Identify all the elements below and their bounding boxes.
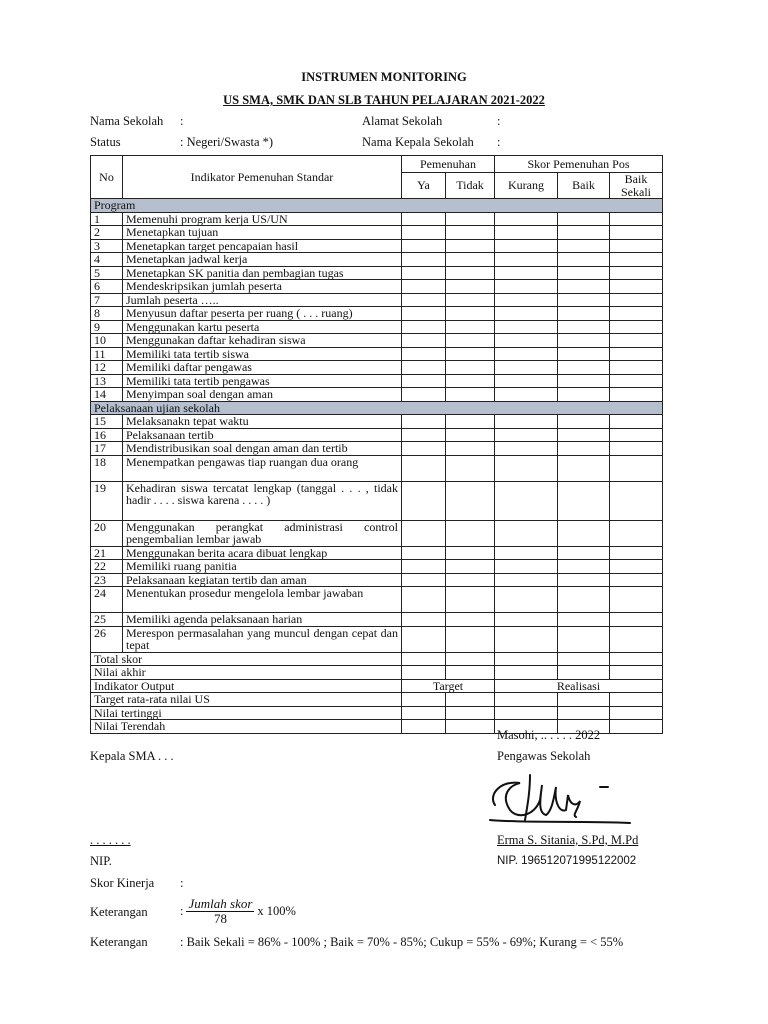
- score-cell: [446, 374, 495, 388]
- score-cell: [610, 455, 663, 481]
- header-no: No: [91, 156, 123, 199]
- target-label: Target: [402, 679, 495, 693]
- score-cell: [610, 613, 663, 627]
- score-cell: [610, 560, 663, 574]
- nama-sekolah-label: Nama Sekolah: [90, 114, 164, 128]
- skor-kinerja-colon: :: [180, 876, 184, 890]
- score-cell: [495, 481, 558, 520]
- score-cell: [558, 573, 610, 587]
- row-indicator: Menentukan prosedur mengelola lembar jawaban: [123, 587, 402, 613]
- score-cell: [402, 455, 446, 481]
- monitoring-table: [90, 155, 663, 734]
- score-cell: [402, 693, 446, 707]
- score-cell: [495, 666, 558, 680]
- kepala-name: . . . . . . .: [90, 833, 131, 847]
- score-cell: [558, 560, 610, 574]
- nip-kepala: NIP.: [90, 854, 112, 868]
- score-cell: [610, 666, 663, 680]
- status-value: : Negeri/Swasta *): [180, 135, 274, 149]
- score-cell: [446, 266, 495, 280]
- table-row: [91, 560, 663, 574]
- row-number: 20: [91, 520, 123, 546]
- table-row: [91, 481, 663, 520]
- table-row: [91, 280, 663, 294]
- row-number: 8: [91, 307, 123, 321]
- score-cell: [402, 666, 446, 680]
- score-cell: [402, 706, 446, 720]
- score-cell: [402, 361, 446, 375]
- alamat-sekolah-colon: :: [497, 114, 501, 128]
- row-indicator: Menggunakan perangkat administrasi control pengembalian lembar jawab: [123, 520, 402, 546]
- score-cell: [610, 442, 663, 456]
- row-indicator: Menetapkan tujuan: [123, 226, 402, 240]
- formula-numerator: Jumlah skor: [188, 896, 253, 911]
- score-cell: [402, 334, 446, 348]
- score-cell: [558, 307, 610, 321]
- row-indicator: Pelaksanaan tertib: [123, 428, 402, 442]
- table-row: [91, 239, 663, 253]
- score-cell: [495, 613, 558, 627]
- score-cell: [446, 320, 495, 334]
- row-number: 5: [91, 266, 123, 280]
- table-row: [91, 293, 663, 307]
- handwritten-signature: [480, 765, 640, 830]
- score-cell: [610, 347, 663, 361]
- output-row-label: Nilai Terendah: [91, 720, 402, 734]
- score-cell: [558, 280, 610, 294]
- header-baik: Baik: [558, 173, 610, 199]
- row-indicator: Jumlah peserta …..: [123, 293, 402, 307]
- row-number: 17: [91, 442, 123, 456]
- table-row: [91, 212, 663, 226]
- skor-kinerja-label: Skor Kinerja: [90, 876, 155, 890]
- status-label: Status: [90, 135, 121, 149]
- row-number: 1: [91, 212, 123, 226]
- score-cell: [495, 388, 558, 402]
- row-indicator: Menggunakan berita acara dibuat lengkap: [123, 546, 402, 560]
- table-row: [91, 307, 663, 321]
- row-indicator: Menggunakan kartu peserta: [123, 320, 402, 334]
- indikator-output-label: Indikator Output: [91, 679, 402, 693]
- row-number: 6: [91, 280, 123, 294]
- score-cell: [446, 573, 495, 587]
- row-number: 23: [91, 573, 123, 587]
- keterangan2-label: Keterangan: [90, 935, 148, 949]
- score-cell: [495, 347, 558, 361]
- score-cell: [610, 546, 663, 560]
- score-cell: [610, 226, 663, 240]
- score-cell: [402, 520, 446, 546]
- table-row: [91, 347, 663, 361]
- score-cell: [558, 666, 610, 680]
- score-cell: [610, 520, 663, 546]
- table-row: [91, 320, 663, 334]
- score-cell: [558, 374, 610, 388]
- score-cell: [402, 720, 446, 734]
- keterangan2-value: : Baik Sekali = 86% - 100% ; Baik = 70% - 85%; Cukup = 55% - 69%; Kurang = < 55%: [180, 935, 624, 949]
- row-number: 2: [91, 226, 123, 240]
- row-number: 9: [91, 320, 123, 334]
- table-row: [91, 428, 663, 442]
- score-cell: [446, 693, 495, 707]
- score-cell: [446, 546, 495, 560]
- score-cell: [446, 455, 495, 481]
- score-cell: [558, 226, 610, 240]
- table-row: [91, 442, 663, 456]
- score-cell: [402, 626, 446, 652]
- score-cell: [610, 253, 663, 267]
- score-cell: [446, 280, 495, 294]
- pengawas-label: Pengawas Sekolah: [497, 749, 591, 763]
- table-row: [91, 520, 663, 546]
- score-cell: [446, 347, 495, 361]
- score-cell: [402, 212, 446, 226]
- score-cell: [558, 587, 610, 613]
- row-number: 10: [91, 334, 123, 348]
- row-number: 13: [91, 374, 123, 388]
- score-cell: [446, 706, 495, 720]
- score-cell: [558, 253, 610, 267]
- score-cell: [610, 334, 663, 348]
- row-number: 3: [91, 239, 123, 253]
- score-cell: [402, 239, 446, 253]
- score-cell: [558, 546, 610, 560]
- row-indicator: Memenuhi program kerja US/UN: [123, 212, 402, 226]
- score-cell: [402, 388, 446, 402]
- score-cell: [495, 212, 558, 226]
- score-cell: [610, 212, 663, 226]
- score-cell: [402, 652, 446, 666]
- score-cell: [495, 520, 558, 546]
- kepala-sma-label: Kepala SMA . . .: [90, 749, 174, 763]
- score-cell: [495, 293, 558, 307]
- score-cell: [495, 587, 558, 613]
- place-date: Masohi, .. . . . . 2022: [497, 728, 601, 742]
- score-cell: [446, 388, 495, 402]
- score-cell: [558, 415, 610, 429]
- score-cell: [495, 266, 558, 280]
- score-cell: [610, 307, 663, 321]
- score-cell: [495, 455, 558, 481]
- row-indicator: Menetapkan jadwal kerja: [123, 253, 402, 267]
- score-cell: [402, 320, 446, 334]
- formula-denominator: 78: [213, 911, 227, 926]
- score-cell: [402, 481, 446, 520]
- score-cell: [495, 334, 558, 348]
- score-cell: [610, 388, 663, 402]
- row-number: 14: [91, 388, 123, 402]
- row-indicator: Memiliki tata tertib pengawas: [123, 374, 402, 388]
- score-cell: [610, 361, 663, 375]
- score-cell: [446, 560, 495, 574]
- row-indicator: Memiliki agenda pelaksanaan harian: [123, 613, 402, 627]
- section-program-label: Program: [91, 199, 663, 213]
- score-cell: [610, 626, 663, 652]
- table-row: [91, 361, 663, 375]
- row-number: 7: [91, 293, 123, 307]
- score-cell: [610, 706, 663, 720]
- score-cell: [402, 307, 446, 321]
- row-indicator: Pelaksanaan kegiatan tertib dan aman: [123, 573, 402, 587]
- score-cell: [610, 693, 663, 707]
- table-row: [91, 613, 663, 627]
- score-cell: [558, 212, 610, 226]
- score-cell: [495, 253, 558, 267]
- output-row: [91, 706, 663, 720]
- row-number: 15: [91, 415, 123, 429]
- row-indicator: Mendistribusikan soal dengan aman dan tertib: [123, 442, 402, 456]
- table-row: [91, 546, 663, 560]
- score-cell: [495, 693, 558, 707]
- row-number: 11: [91, 347, 123, 361]
- header-skor: Skor Pemenuhan Pos: [495, 156, 663, 173]
- score-cell: [495, 560, 558, 574]
- row-indicator: Mendeskripsikan jumlah peserta: [123, 280, 402, 294]
- row-indicator: Memiliki tata tertib siswa: [123, 347, 402, 361]
- score-cell: [495, 226, 558, 240]
- score-cell: [446, 520, 495, 546]
- score-cell: [610, 481, 663, 520]
- row-indicator: Kehadiran siswa tercatat lengkap (tanggal . . . , tidak hadir . . . . siswa karena . . . . ): [123, 481, 402, 520]
- score-cell: [558, 706, 610, 720]
- nip-pengawas: NIP. 196512071995122002: [497, 855, 637, 867]
- header-baik-sekali: Baik Sekali: [610, 173, 663, 199]
- pengawas-name: Erma S. Sitania, S.Pd, M.Pd: [497, 833, 639, 847]
- table-row: [91, 626, 663, 652]
- row-number: 25: [91, 613, 123, 627]
- row-number: 18: [91, 455, 123, 481]
- score-cell: [495, 652, 558, 666]
- score-cell: [446, 652, 495, 666]
- output-row-label: Nilai tertinggi: [91, 706, 402, 720]
- header-tidak: Tidak: [446, 173, 495, 199]
- score-cell: [402, 347, 446, 361]
- score-cell: [402, 546, 446, 560]
- score-cell: [402, 428, 446, 442]
- score-cell: [402, 560, 446, 574]
- score-cell: [402, 293, 446, 307]
- row-number: 22: [91, 560, 123, 574]
- score-cell: [558, 239, 610, 253]
- document-subtitle: US SMA, SMK DAN SLB TAHUN PELAJARAN 2021-2022: [223, 93, 545, 107]
- score-cell: [495, 280, 558, 294]
- score-cell: [446, 239, 495, 253]
- row-number: 21: [91, 546, 123, 560]
- score-cell: [446, 587, 495, 613]
- nilai-akhir-row-label: Nilai akhir: [91, 666, 402, 680]
- score-cell: [558, 361, 610, 375]
- score-cell: [610, 587, 663, 613]
- formula-suffix: x 100%: [257, 904, 296, 918]
- score-cell: [446, 226, 495, 240]
- score-cell: [610, 415, 663, 429]
- score-cell: [610, 573, 663, 587]
- score-cell: [558, 652, 610, 666]
- formula-fraction: [186, 897, 254, 926]
- score-cell: [402, 613, 446, 627]
- section-program: [91, 199, 663, 213]
- score-cell: [402, 253, 446, 267]
- row-indicator: Memiliki ruang panitia: [123, 560, 402, 574]
- header-ya: Ya: [402, 173, 446, 199]
- score-cell: [610, 293, 663, 307]
- score-cell: [446, 666, 495, 680]
- score-cell: [446, 415, 495, 429]
- row-indicator: Menyimpan soal dengan aman: [123, 388, 402, 402]
- score-cell: [495, 239, 558, 253]
- total-skor-row: [91, 652, 663, 666]
- table-row: [91, 334, 663, 348]
- score-cell: [610, 320, 663, 334]
- score-cell: [558, 626, 610, 652]
- score-cell: [446, 720, 495, 734]
- row-indicator: Memiliki daftar pengawas: [123, 361, 402, 375]
- score-cell: [402, 587, 446, 613]
- score-cell: [446, 613, 495, 627]
- score-cell: [446, 293, 495, 307]
- score-cell: [495, 307, 558, 321]
- table-row: [91, 226, 663, 240]
- score-cell: [558, 613, 610, 627]
- output-row-label: Target rata-rata nilai US: [91, 693, 402, 707]
- score-cell: [402, 266, 446, 280]
- score-cell: [610, 374, 663, 388]
- row-indicator: Menempatkan pengawas tiap ruangan dua orang: [123, 455, 402, 481]
- document-title: INSTRUMEN MONITORING: [301, 70, 467, 84]
- keterangan-label: Keterangan: [90, 905, 148, 919]
- score-cell: [446, 253, 495, 267]
- table-row: [91, 415, 663, 429]
- score-cell: [495, 361, 558, 375]
- row-number: 26: [91, 626, 123, 652]
- score-cell: [446, 212, 495, 226]
- score-cell: [446, 428, 495, 442]
- row-indicator: Menetapkan target pencapaian hasil: [123, 239, 402, 253]
- row-number: 19: [91, 481, 123, 520]
- score-cell: [610, 266, 663, 280]
- score-cell: [446, 442, 495, 456]
- score-cell: [495, 320, 558, 334]
- score-cell: [402, 442, 446, 456]
- score-cell: [495, 573, 558, 587]
- score-cell: [402, 573, 446, 587]
- score-cell: [558, 320, 610, 334]
- table-row: [91, 374, 663, 388]
- score-cell: [402, 415, 446, 429]
- score-cell: [558, 481, 610, 520]
- nilai-akhir-row: [91, 666, 663, 680]
- table-row: [91, 573, 663, 587]
- indikator-output-row: [91, 679, 663, 693]
- table-row: [91, 455, 663, 481]
- score-cell: [495, 706, 558, 720]
- score-cell: [402, 374, 446, 388]
- table-row: [91, 388, 663, 402]
- table-row: [91, 587, 663, 613]
- score-cell: [558, 442, 610, 456]
- section-pelaksanaan: [91, 401, 663, 415]
- score-cell: [558, 520, 610, 546]
- kepala-sekolah-label: Nama Kepala Sekolah: [362, 135, 474, 149]
- score-cell: [446, 334, 495, 348]
- formula: [180, 897, 296, 926]
- score-cell: [558, 266, 610, 280]
- row-indicator: Menggunakan daftar kehadiran siswa: [123, 334, 402, 348]
- score-cell: [558, 455, 610, 481]
- score-cell: [446, 626, 495, 652]
- header-kurang: Kurang: [495, 173, 558, 199]
- alamat-sekolah-label: Alamat Sekolah: [362, 114, 443, 128]
- row-indicator: Melaksanakn tepat waktu: [123, 415, 402, 429]
- header-indikator: Indikator Pemenuhan Standar: [123, 156, 402, 199]
- header-pemenuhan: Pemenuhan: [402, 156, 495, 173]
- score-cell: [495, 415, 558, 429]
- score-cell: [495, 442, 558, 456]
- score-cell: [558, 347, 610, 361]
- row-number: 12: [91, 361, 123, 375]
- realisasi-label: Realisasi: [495, 679, 663, 693]
- score-cell: [495, 546, 558, 560]
- score-cell: [495, 374, 558, 388]
- score-cell: [610, 428, 663, 442]
- row-indicator: Merespon permasalahan yang muncul dengan cepat dan tepat: [123, 626, 402, 652]
- score-cell: [446, 307, 495, 321]
- score-cell: [558, 388, 610, 402]
- section-pelaksanaan-label: Pelaksanaan ujian sekolah: [91, 401, 663, 415]
- score-cell: [558, 428, 610, 442]
- score-cell: [610, 720, 663, 734]
- score-cell: [610, 280, 663, 294]
- row-indicator: Menyusun daftar peserta per ruang ( . . . ruang): [123, 307, 402, 321]
- total-skor-row-label: Total skor: [91, 652, 402, 666]
- row-indicator: Menetapkan SK panitia dan pembagian tugas: [123, 266, 402, 280]
- output-row: [91, 693, 663, 707]
- score-cell: [610, 239, 663, 253]
- score-cell: [495, 626, 558, 652]
- formula-colon: :: [180, 904, 184, 918]
- row-number: 16: [91, 428, 123, 442]
- score-cell: [558, 334, 610, 348]
- kepala-sekolah-colon: :: [497, 135, 501, 149]
- table-row: [91, 266, 663, 280]
- row-number: 4: [91, 253, 123, 267]
- score-cell: [495, 428, 558, 442]
- score-cell: [558, 293, 610, 307]
- score-cell: [558, 693, 610, 707]
- score-cell: [402, 226, 446, 240]
- score-cell: [446, 481, 495, 520]
- row-number: 24: [91, 587, 123, 613]
- table-row: [91, 253, 663, 267]
- score-cell: [402, 280, 446, 294]
- score-cell: [446, 361, 495, 375]
- nama-sekolah-colon: :: [180, 114, 184, 128]
- score-cell: [610, 652, 663, 666]
